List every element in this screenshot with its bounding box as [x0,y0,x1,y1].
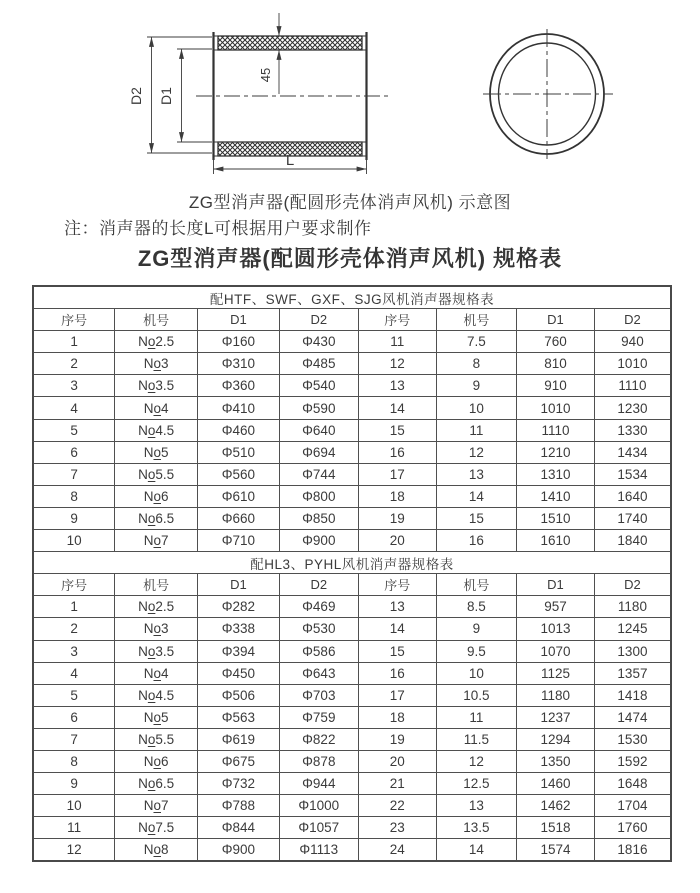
cell: 1574 [517,839,595,862]
cell: Φ1057 [279,817,358,839]
cell: 10.5 [436,684,516,706]
cell: 1534 [594,463,671,485]
cell: 11 [33,817,115,839]
column-header: 机号 [115,574,198,596]
cell: 11 [358,331,436,353]
cell: 2 [33,618,115,640]
table-row [33,485,671,507]
cell: Φ506 [198,684,280,706]
cell: 7 [33,463,115,485]
column-header: 序号 [358,309,436,331]
table-row [33,728,671,750]
cell: 6 [33,441,115,463]
cell: 1010 [594,353,671,375]
spec-table [32,285,672,862]
cell: 910 [517,375,595,397]
cell: 1510 [517,507,595,529]
cell: Φ878 [279,750,358,772]
d2-extension-lines [147,37,212,153]
cell: Φ619 [198,728,280,750]
cell: 2 [33,353,115,375]
cell: 19 [358,507,436,529]
cell: 1434 [594,441,671,463]
table-section-caption-row [33,286,671,309]
cell: Φ744 [279,463,358,485]
cell: 1704 [594,795,671,817]
dim-label-d1: D1 [158,87,174,105]
page-title: ZG型消声器(配圆形壳体消声风机) 规格表 [137,246,563,271]
cell: Φ900 [279,530,358,552]
cell: Φ394 [198,640,280,662]
cell: 8 [436,353,516,375]
cell: Φ460 [198,419,280,441]
cell: Φ640 [279,419,358,441]
cell: 1237 [517,706,595,728]
cell: 14 [436,839,516,862]
table-row [33,441,671,463]
cell: 24 [358,839,436,862]
column-header: 机号 [436,574,516,596]
cell: 15 [436,507,516,529]
table-row [33,706,671,728]
cell: 13 [358,375,436,397]
cell: 18 [358,485,436,507]
cell: 1310 [517,463,595,485]
cell: 12 [358,353,436,375]
cell: 9 [33,773,115,795]
cell: 1760 [594,817,671,839]
cell: 10 [436,397,516,419]
cell: Φ510 [198,441,280,463]
cell: 1610 [517,530,595,552]
cell: 13 [436,463,516,485]
cell: Φ338 [198,618,280,640]
cell: 19 [358,728,436,750]
cell: 1110 [517,419,595,441]
cell: 810 [517,353,595,375]
column-header: D2 [594,574,671,596]
cell: 16 [358,441,436,463]
table-header-row [33,309,671,331]
cell: Φ430 [279,331,358,353]
cell: Φ410 [198,397,280,419]
table-row [33,795,671,817]
cell: 1245 [594,618,671,640]
cell: No2.5 [115,331,198,353]
column-header: 序号 [358,574,436,596]
cell: No3 [115,353,198,375]
table-section-caption: 配HL3、PYHL风机消声器规格表 [33,552,671,574]
cell: Φ590 [279,397,358,419]
cell: 10 [436,662,516,684]
cell: No3 [115,618,198,640]
table-row [33,463,671,485]
cell: Φ450 [198,662,280,684]
cell: 7 [33,728,115,750]
cell: Φ540 [279,375,358,397]
cell: Φ360 [198,375,280,397]
cell: 1418 [594,684,671,706]
cell: 1518 [517,817,595,839]
table-row [33,375,671,397]
cell: No7 [115,530,198,552]
cell: 957 [517,596,595,618]
cell: 10 [33,530,115,552]
cell: No3.5 [115,375,198,397]
table-header-row [33,574,671,596]
table-row [33,353,671,375]
cell: 14 [358,618,436,640]
dim-label-length: L [285,152,295,169]
cell: No5 [115,706,198,728]
cell: Φ703 [279,684,358,706]
cell: 20 [358,530,436,552]
cell: 1 [33,596,115,618]
cell: 1180 [517,684,595,706]
column-header: 机号 [436,309,516,331]
cell: No7.5 [115,817,198,839]
table-row [33,331,671,353]
cell: 8 [33,485,115,507]
cell: 1460 [517,773,595,795]
spec-table-container [32,285,672,862]
table-row [33,640,671,662]
cell: No4.5 [115,684,198,706]
cell: Φ560 [198,463,280,485]
cell: Φ469 [279,596,358,618]
cell: 16 [358,662,436,684]
table-row [33,618,671,640]
cell: 9 [436,375,516,397]
table-row [33,596,671,618]
cell: 12.5 [436,773,516,795]
cell: Φ800 [279,485,358,507]
column-header: D2 [594,309,671,331]
cell: 1010 [517,397,595,419]
cell: Φ485 [279,353,358,375]
cell: Φ1113 [279,839,358,862]
cell: 7.5 [436,331,516,353]
cell: 1230 [594,397,671,419]
cell: No5.5 [115,728,198,750]
cell: Φ1000 [279,795,358,817]
table-row [33,507,671,529]
cell: 1350 [517,750,595,772]
cell: 9 [436,618,516,640]
cell: 1070 [517,640,595,662]
cell: Φ759 [279,706,358,728]
cell: 1740 [594,507,671,529]
cell: Φ660 [198,507,280,529]
cell: No6 [115,750,198,772]
cell: Φ643 [279,662,358,684]
cell: Φ610 [198,485,280,507]
cell: 8.5 [436,596,516,618]
cell: 21 [358,773,436,795]
cell: 5 [33,684,115,706]
cell: 1592 [594,750,671,772]
cell: 6 [33,706,115,728]
cell: 17 [358,463,436,485]
column-header: 序号 [33,309,115,331]
cell: Φ710 [198,530,280,552]
cell: 1013 [517,618,595,640]
cell: Φ788 [198,795,280,817]
cell: 18 [358,706,436,728]
cell: No4 [115,662,198,684]
table-row [33,419,671,441]
cell: 15 [358,640,436,662]
cell: 1840 [594,530,671,552]
column-header: D1 [198,309,280,331]
muffler-diagram [0,0,700,186]
cell: Φ282 [198,596,280,618]
cell: 13 [358,596,436,618]
cell: 11 [436,419,516,441]
cell: 1110 [594,375,671,397]
cell: 5 [33,419,115,441]
cell: Φ822 [279,728,358,750]
table-section-caption: 配HTF、SWF、GXF、SJG风机消声器规格表 [33,286,671,309]
cell: 1640 [594,485,671,507]
cell: No4.5 [115,419,198,441]
cell: No5.5 [115,463,198,485]
cell: 1357 [594,662,671,684]
cell: 1180 [594,596,671,618]
cell: 1294 [517,728,595,750]
cell: 13.5 [436,817,516,839]
cell: 9.5 [436,640,516,662]
cell: 10 [33,795,115,817]
cell: 12 [33,839,115,862]
cell: Φ586 [279,640,358,662]
column-header: D1 [198,574,280,596]
table-row [33,662,671,684]
cell: 23 [358,817,436,839]
figure-caption: ZG型消声器(配圆形壳体消声风机) 示意图 [188,193,512,212]
cell: 13 [436,795,516,817]
cell: No5 [115,441,198,463]
cell: 3 [33,375,115,397]
cell: 16 [436,530,516,552]
cell: 1210 [517,441,595,463]
cell: 4 [33,662,115,684]
spec-table-body [33,286,671,861]
cell: 12 [436,750,516,772]
cell: 11.5 [436,728,516,750]
cell: Φ732 [198,773,280,795]
column-header: D2 [279,309,358,331]
cell: 1530 [594,728,671,750]
cell: 15 [358,419,436,441]
table-row [33,839,671,862]
table-row [33,750,671,772]
table-section-caption-row [33,552,671,574]
cell: No2.5 [115,596,198,618]
cell: 1648 [594,773,671,795]
column-header: D2 [279,574,358,596]
cell: No6.5 [115,773,198,795]
cell: 20 [358,750,436,772]
column-header: D1 [517,574,595,596]
cell: Φ900 [198,839,280,862]
cell: No6.5 [115,507,198,529]
table-row [33,684,671,706]
cell: Φ310 [198,353,280,375]
cell: No3.5 [115,640,198,662]
figure-note: 注：消声器的长度L可根据用户要求制作 [64,219,372,238]
cell: 1474 [594,706,671,728]
cell: 3 [33,640,115,662]
cell: Φ944 [279,773,358,795]
cell: No7 [115,795,198,817]
cell: 4 [33,397,115,419]
cell: Φ850 [279,507,358,529]
column-header: D1 [517,309,595,331]
cell: 12 [436,441,516,463]
cell: 17 [358,684,436,706]
cell: 11 [436,706,516,728]
cell: 1462 [517,795,595,817]
cell: 22 [358,795,436,817]
table-row [33,817,671,839]
cell: Φ563 [198,706,280,728]
dim-label-d2: D2 [128,87,144,105]
table-row [33,773,671,795]
cell: 1816 [594,839,671,862]
table-row [33,397,671,419]
cell: 14 [436,485,516,507]
cell: No4 [115,397,198,419]
cell: 940 [594,331,671,353]
insulation-band-top [218,36,362,50]
dim-label-thickness: 45 [258,67,273,83]
cell: 8 [33,750,115,772]
cell: 1 [33,331,115,353]
cell: Φ675 [198,750,280,772]
table-row [33,530,671,552]
cell: 1330 [594,419,671,441]
cell: 9 [33,507,115,529]
cell: 760 [517,331,595,353]
cell: No6 [115,485,198,507]
cell: 1125 [517,662,595,684]
cell: No8 [115,839,198,862]
cell: Φ160 [198,331,280,353]
cell: 14 [358,397,436,419]
cell: Φ530 [279,618,358,640]
cell: Φ844 [198,817,280,839]
cell: Φ694 [279,441,358,463]
cell: 1410 [517,485,595,507]
column-header: 序号 [33,574,115,596]
cell: 1300 [594,640,671,662]
column-header: 机号 [115,309,198,331]
